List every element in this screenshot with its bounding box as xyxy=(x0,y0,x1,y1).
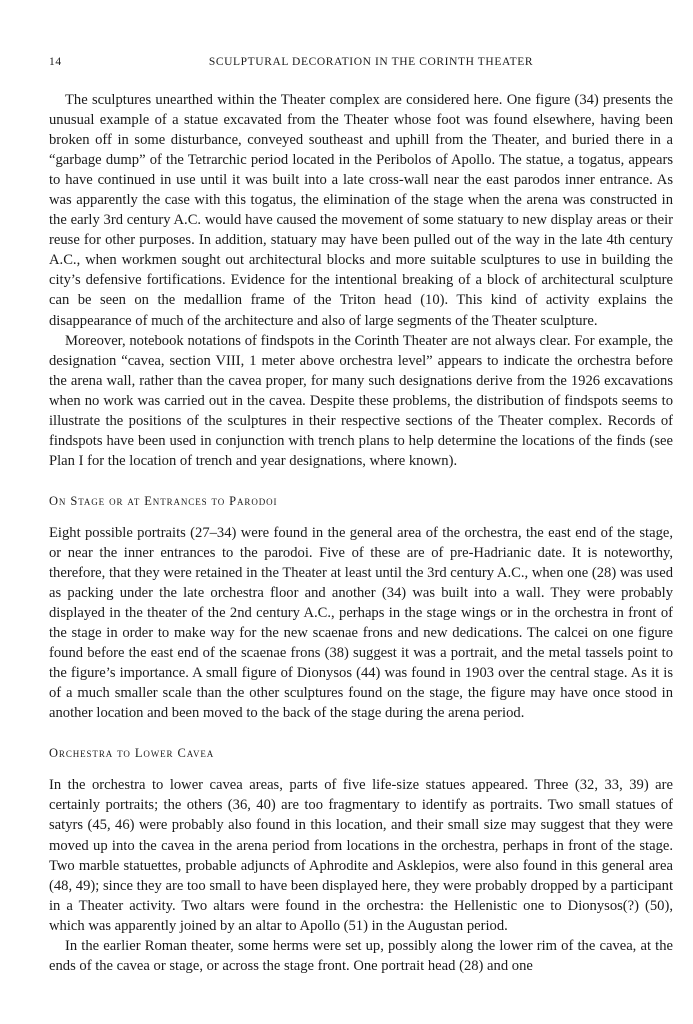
page-number: 14 xyxy=(49,56,62,68)
paragraph-orchestra-1: In the orchestra to lower cavea areas, parts of five life-size statues appeared. Three (32, 33, 39) are certainly portraits; the others (36, 40) are too fragmentary to identify as portraits. Two small statues of satyrs (45, 46) were probably also found in this location, and their small size may suggest that they were moved up into the cavea in the arena period from locations in the orchestra, perhaps in front of the stage. Two marble statuettes, probable adjuncts of Aphrodite and Asklepios, were also found in this general area (48, 49); since they are too small to have been displayed here, they were probably dropped by a participant in a Theater activity. Two altars were found in the orchestra: the Hellenistic one to Dionysos(?) (50), which was apparently joined by an altar to Apollo (51) in the Augustan period. xyxy=(49,777,673,934)
paragraph-orchestra-2: In the earlier Roman theater, some herms were set up, possibly along the lower rim of the cavea, at the ends of the cavea or stage, or across the stage front. One portrait head (28) and one xyxy=(49,937,673,974)
section-heading-stage: On Stage or at Entrances to Parodoi xyxy=(49,493,278,508)
paragraph-intro-1: The sculptures unearthed within the Theater complex are considered here. One figure (34) presents the unusual example of a statue excavated from the Theater whose foot was found elsewhere, having been broken off in some disturbance, conveyed southeast and uphill from the Theater, and buried there in a “garbage dump” of the Tetrarchic period located in the Peribolos of Apollo. The statue, a togatus, appears to have continued in use until it was built into a late cross-wall near the east parodos inner entrance. As was apparently the case with this togatus, the elimination of the stage when the arena was constructed in the early 3rd century A.C. would have caused the movement of some statuary to new display areas or their reuse for other purposes. In addition, statuary may have been pulled out of the way in the late 4th century A.C., when workmen sought out architectural blocks and more suitable sculptures to use in building the city’s defensive fortifications. Evidence for the intentional breaking of a block of architectural sculpture can be seen on the medallion frame of the Triton head (10). This kind of activity explains the disappearance of much of the architecture and also of large segments of the Theater sculpture. xyxy=(49,92,673,329)
paragraph-stage-1: Eight possible portraits (27–34) were found in the general area of the orchestra, the east end of the stage, or near the inner entrances to the parodoi. Five of these are of pre-Hadrianic date. It is noteworthy, therefore, that they were retained in the Theater at least until the 3rd century A.C., when one (28) was used as packing under the late orchestra floor and another (34) was built into a wall. They were probably displayed in the theater of the 2nd century A.C., perhaps in the stage wings or in the orchestra in front of the stage in order to make way for the new scaenae frons and new dedications. The calcei on one figure found before the east end of the scaenae frons (38) suggest it was a portrait, and the metal tassels point to the figure’s importance. A small figure of Dionysos (44) was found in 1903 over the central stage. As it is of a much smaller scale than the other sculptures found on the stage, the figure may have once stood in another location and been moved to the back of the stage during the arena period. xyxy=(49,524,673,722)
paragraph-intro-2: Moreover, notebook notations of findspots in the Corinth Theater are not always clear. For example, the designation “cavea, section VIII, 1 meter above orchestra level” appears to indicate the orchestra before the arena wall, rather than the cavea proper, for many such designations derive from the 1926 excavations when no work was carried out in the cavea. Despite these problems, the distribution of findspots seems to illustrate the positions of the sculptures in their respective sections of the Theater complex. Records of findspots have been used in conjunction with trench plans to help determine the locations of the finds (see Plan I for the location of trench and year designations, where known). xyxy=(49,332,673,469)
document-page xyxy=(49,56,673,976)
running-title: SCULPTURAL DECORATION IN THE CORINTH THEATER xyxy=(208,56,534,68)
running-head xyxy=(49,56,673,74)
body-text xyxy=(49,90,673,976)
section-heading-orchestra: Orchestra to Lower Cavea xyxy=(49,746,215,761)
